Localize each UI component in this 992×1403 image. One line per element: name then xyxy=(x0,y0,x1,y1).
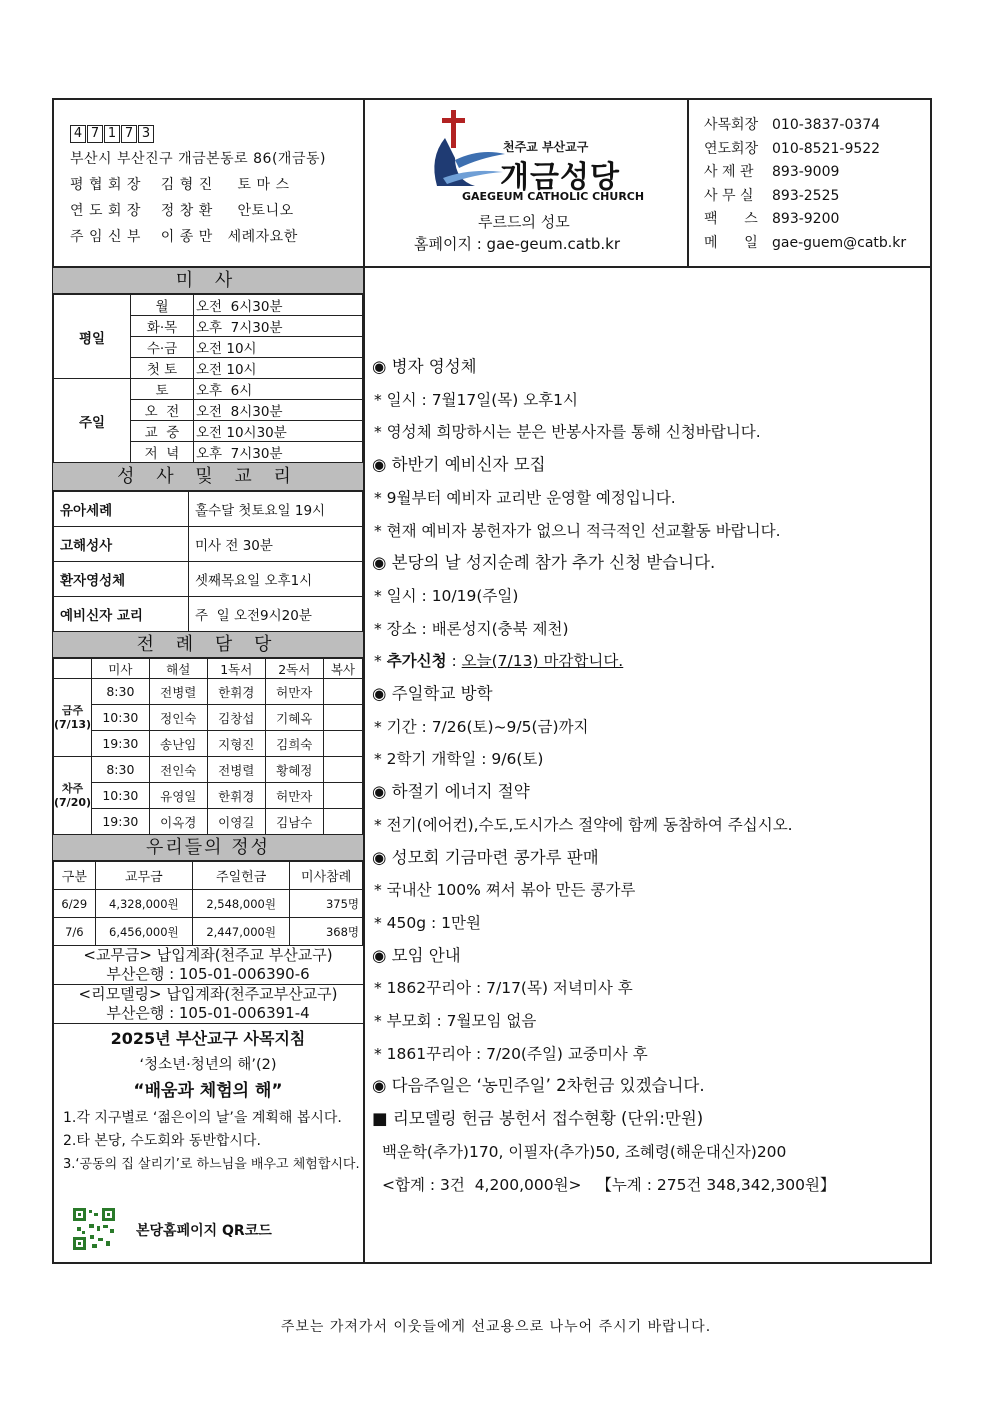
contact-row: 메 일 gae-guem@catb.kr xyxy=(704,234,907,251)
contact-row: 연도회장 010-8521-9522 xyxy=(704,140,881,157)
table-row: 19:30 송난임 지형진 김희숙 xyxy=(54,731,363,757)
news-item: 백운학(추가)170, 이필자(추가)50, 조혜령(해운대신자)200 xyxy=(382,1142,787,1161)
table-row: 차주(7/20) 8:30 전인숙 전병렬 황혜정 xyxy=(54,757,363,783)
contact-row: 사 무 실 893-2525 xyxy=(704,187,840,204)
table-header-row: 구분 교무금 주일헌금 미사참례 xyxy=(54,862,363,890)
news-item: * 부모회 : 7월모임 없음 xyxy=(374,1012,537,1031)
guideline-list xyxy=(63,1107,363,1176)
header-divider xyxy=(687,98,689,267)
sunday-label: 주일 xyxy=(54,379,131,463)
news-item: * 1861꾸리아 : 7/20(주일) 교중미사 후 xyxy=(374,1044,648,1063)
pastoral-guideline: 2025년 부산교구 사목지침 ‘청소년·청년의 해’(2) “배움과 체험의 해” 1.각 지구별로 ‘젊은이의 날’을 계획해 봅시다. 2.타 본당, 수도회와 동반합시다. 3.‘공동의 집 살리기’로 하느님을 배우고 체험합시다. xyxy=(53,1026,363,1176)
table-header-row: 미사 해설 1독서 2독서 복사 xyxy=(54,659,363,679)
news-heading: ◉ 병자 영성체 xyxy=(372,357,477,376)
tithe-account: <교무금> 납입계좌(천주교 부산교구) 부산은행 : 105-01-006390-6 xyxy=(53,946,363,985)
homepage-link[interactable]: 홈페이지 : gae-geum.catb.kr xyxy=(414,235,621,253)
contact-row: 사 제 관 893-9009 xyxy=(704,164,840,180)
table-row: 유아세례 홀수달 첫토요일 19시 xyxy=(54,492,363,527)
liturgy-title: 전 례 담 당 xyxy=(53,632,363,658)
contact-row: 사목회장 010-3837-0374 xyxy=(704,117,881,133)
liturgy-roster-table xyxy=(53,658,363,835)
remodel-account: <리모델링> 납입계좌(천주교부산교구) 부산은행 : 105-01-006391-4 xyxy=(53,985,363,1024)
list-item: 3.‘공동의 집 살리기’로 하느님을 배우고 체험합시다. xyxy=(63,1157,360,1172)
news-heading: ◉ 주일학교 방학 xyxy=(372,684,493,704)
news-section xyxy=(372,351,927,1201)
table-row: 예비신자 교리 주 일 오전9시20분 xyxy=(54,597,363,632)
news-heading: ◉ 하반기 예비신자 모집 xyxy=(372,455,546,475)
table-row: 환자영성체 셋째목요일 오후1시 xyxy=(54,562,363,597)
left-column xyxy=(53,268,363,1176)
weekday-label: 평일 xyxy=(54,295,131,379)
qr-code-icon[interactable] xyxy=(72,1207,116,1251)
week-label: 차주(7/20) xyxy=(54,757,92,835)
news-heading: ■ 리모델링 헌금 봉헌서 접수현황 (단위:만원) xyxy=(372,1109,704,1129)
sacraments-table xyxy=(53,491,363,632)
table-row: 6/29 4,328,000원 2,548,000원 375명 xyxy=(54,890,363,918)
diocese-name: 천주교 부산교구 xyxy=(503,140,589,154)
news-item: * 영성체 희망하시는 분은 반봉사자를 통해 신청바랍니다. xyxy=(374,423,761,442)
list-item: 2.타 본당, 수도회와 동반합시다. xyxy=(63,1133,261,1149)
news-item: * 1862꾸리아 : 7/17(목) 저녁미사 후 xyxy=(374,979,633,998)
sacraments-title: 성 사 및 교 리 xyxy=(53,463,363,491)
address-block xyxy=(70,120,326,250)
contact-row: 팩 스 893-9200 xyxy=(704,211,840,227)
offering-table xyxy=(53,861,363,946)
news-heading: ◉ 모임 안내 xyxy=(372,945,461,965)
column-divider xyxy=(363,98,365,1264)
news-item: * 2학기 개학일 : 9/6(토) xyxy=(374,750,544,769)
church-name: 개금성당 xyxy=(500,160,620,195)
church-name-en: GAEGEUM CATHOLIC CHURCH xyxy=(462,190,645,203)
news-item: * 현재 예비자 봉헌자가 없으니 적극적인 선교활동 바랍니다. xyxy=(374,521,781,540)
contact-list xyxy=(704,114,906,255)
news-item: * 일시 : 7월17일(목) 오후1시 xyxy=(374,390,579,409)
remodel-total: <합계 : 3건 4,200,000원> 【누계 : 275건 348,342,300원】 xyxy=(382,1175,836,1194)
patron-saint: 루르드의 성모 xyxy=(478,213,570,231)
qr-code-label: 본당홈페이지 QR코드 xyxy=(136,1223,272,1239)
mass-title: 미 사 xyxy=(53,268,363,294)
news-item: * 9월부터 예비자 교리반 운영할 예정입니다. xyxy=(374,488,676,507)
news-item: * 전기(에어컨),수도,도시가스 절약에 함께 동참하여 주십시오. xyxy=(374,815,793,834)
staff-row: 평 협 회 장 김 형 진 토 마 스 xyxy=(70,177,290,193)
address: 부산시 부산진구 개금본동로 86(개금동) xyxy=(70,151,326,167)
news-heading: ◉ 본당의 날 성지순례 참가 추가 신청 받습니다. xyxy=(372,553,716,573)
news-item: * 기간 : 7/26(토)~9/5(금)까지 xyxy=(374,717,589,736)
table-row: 10:30 정인숙 김창섭 기혜옥 xyxy=(54,705,363,731)
news-heading: ◉ 다음주일은 ‘농민주일’ 2차헌금 있겠습니다. xyxy=(372,1076,705,1096)
table-row: 19:30 이옥경 이영길 김남수 xyxy=(54,809,363,835)
news-heading: ◉ 성모회 기금마련 콩가루 판매 xyxy=(372,847,599,867)
news-item: * 장소 : 배론성지(충북 제천) xyxy=(374,619,569,638)
news-item: * 450g : 1만원 xyxy=(374,913,481,932)
table-row: 고해성사 미사 전 30분 xyxy=(54,527,363,562)
week-label: 금주(7/13) xyxy=(54,679,92,757)
staff-row: 주 임 신 부 이 종 만 세례자요한 xyxy=(70,229,298,245)
news-item: * 추가신청 : 오늘(7/13) 마감합니다. xyxy=(374,652,624,671)
list-item: 1.각 지구별로 ‘젊은이의 날’을 계획해 봅시다. xyxy=(63,1110,342,1126)
table-row: 금주(7/13) 8:30 전병렬 한휘경 허만자 xyxy=(54,679,363,705)
zip-code: 4 7 1 7 3 xyxy=(70,120,326,146)
news-item: * 국내산 100% 쪄서 볶아 만든 콩가루 xyxy=(374,881,636,900)
footer-note: 주보는 가져가서 이웃들에게 선교용으로 나누어 주시기 바랍니다. xyxy=(280,1319,712,1335)
offering-title: 우리들의 정성 xyxy=(53,835,363,861)
staff-row: 연 도 회 장 정 창 환 안토니오 xyxy=(70,203,294,219)
table-row: 10:30 유영일 한휘경 허만자 xyxy=(54,783,363,809)
news-item: * 일시 : 10/19(주일) xyxy=(374,586,519,605)
news-heading: ◉ 하절기 에너지 절약 xyxy=(372,782,530,802)
mass-schedule-table: 평일 월 오전 6시30분 화·목 오후 7시30분 수·금 오전 10시 첫 토 오전 10시 주일 토 오후 6시 오 전 오전 8시30분 교 중 오전 10시30분 저 녁 오후 7시30분 xyxy=(53,294,363,463)
table-row: 7/6 6,456,000원 2,447,000원 368명 xyxy=(54,918,363,946)
